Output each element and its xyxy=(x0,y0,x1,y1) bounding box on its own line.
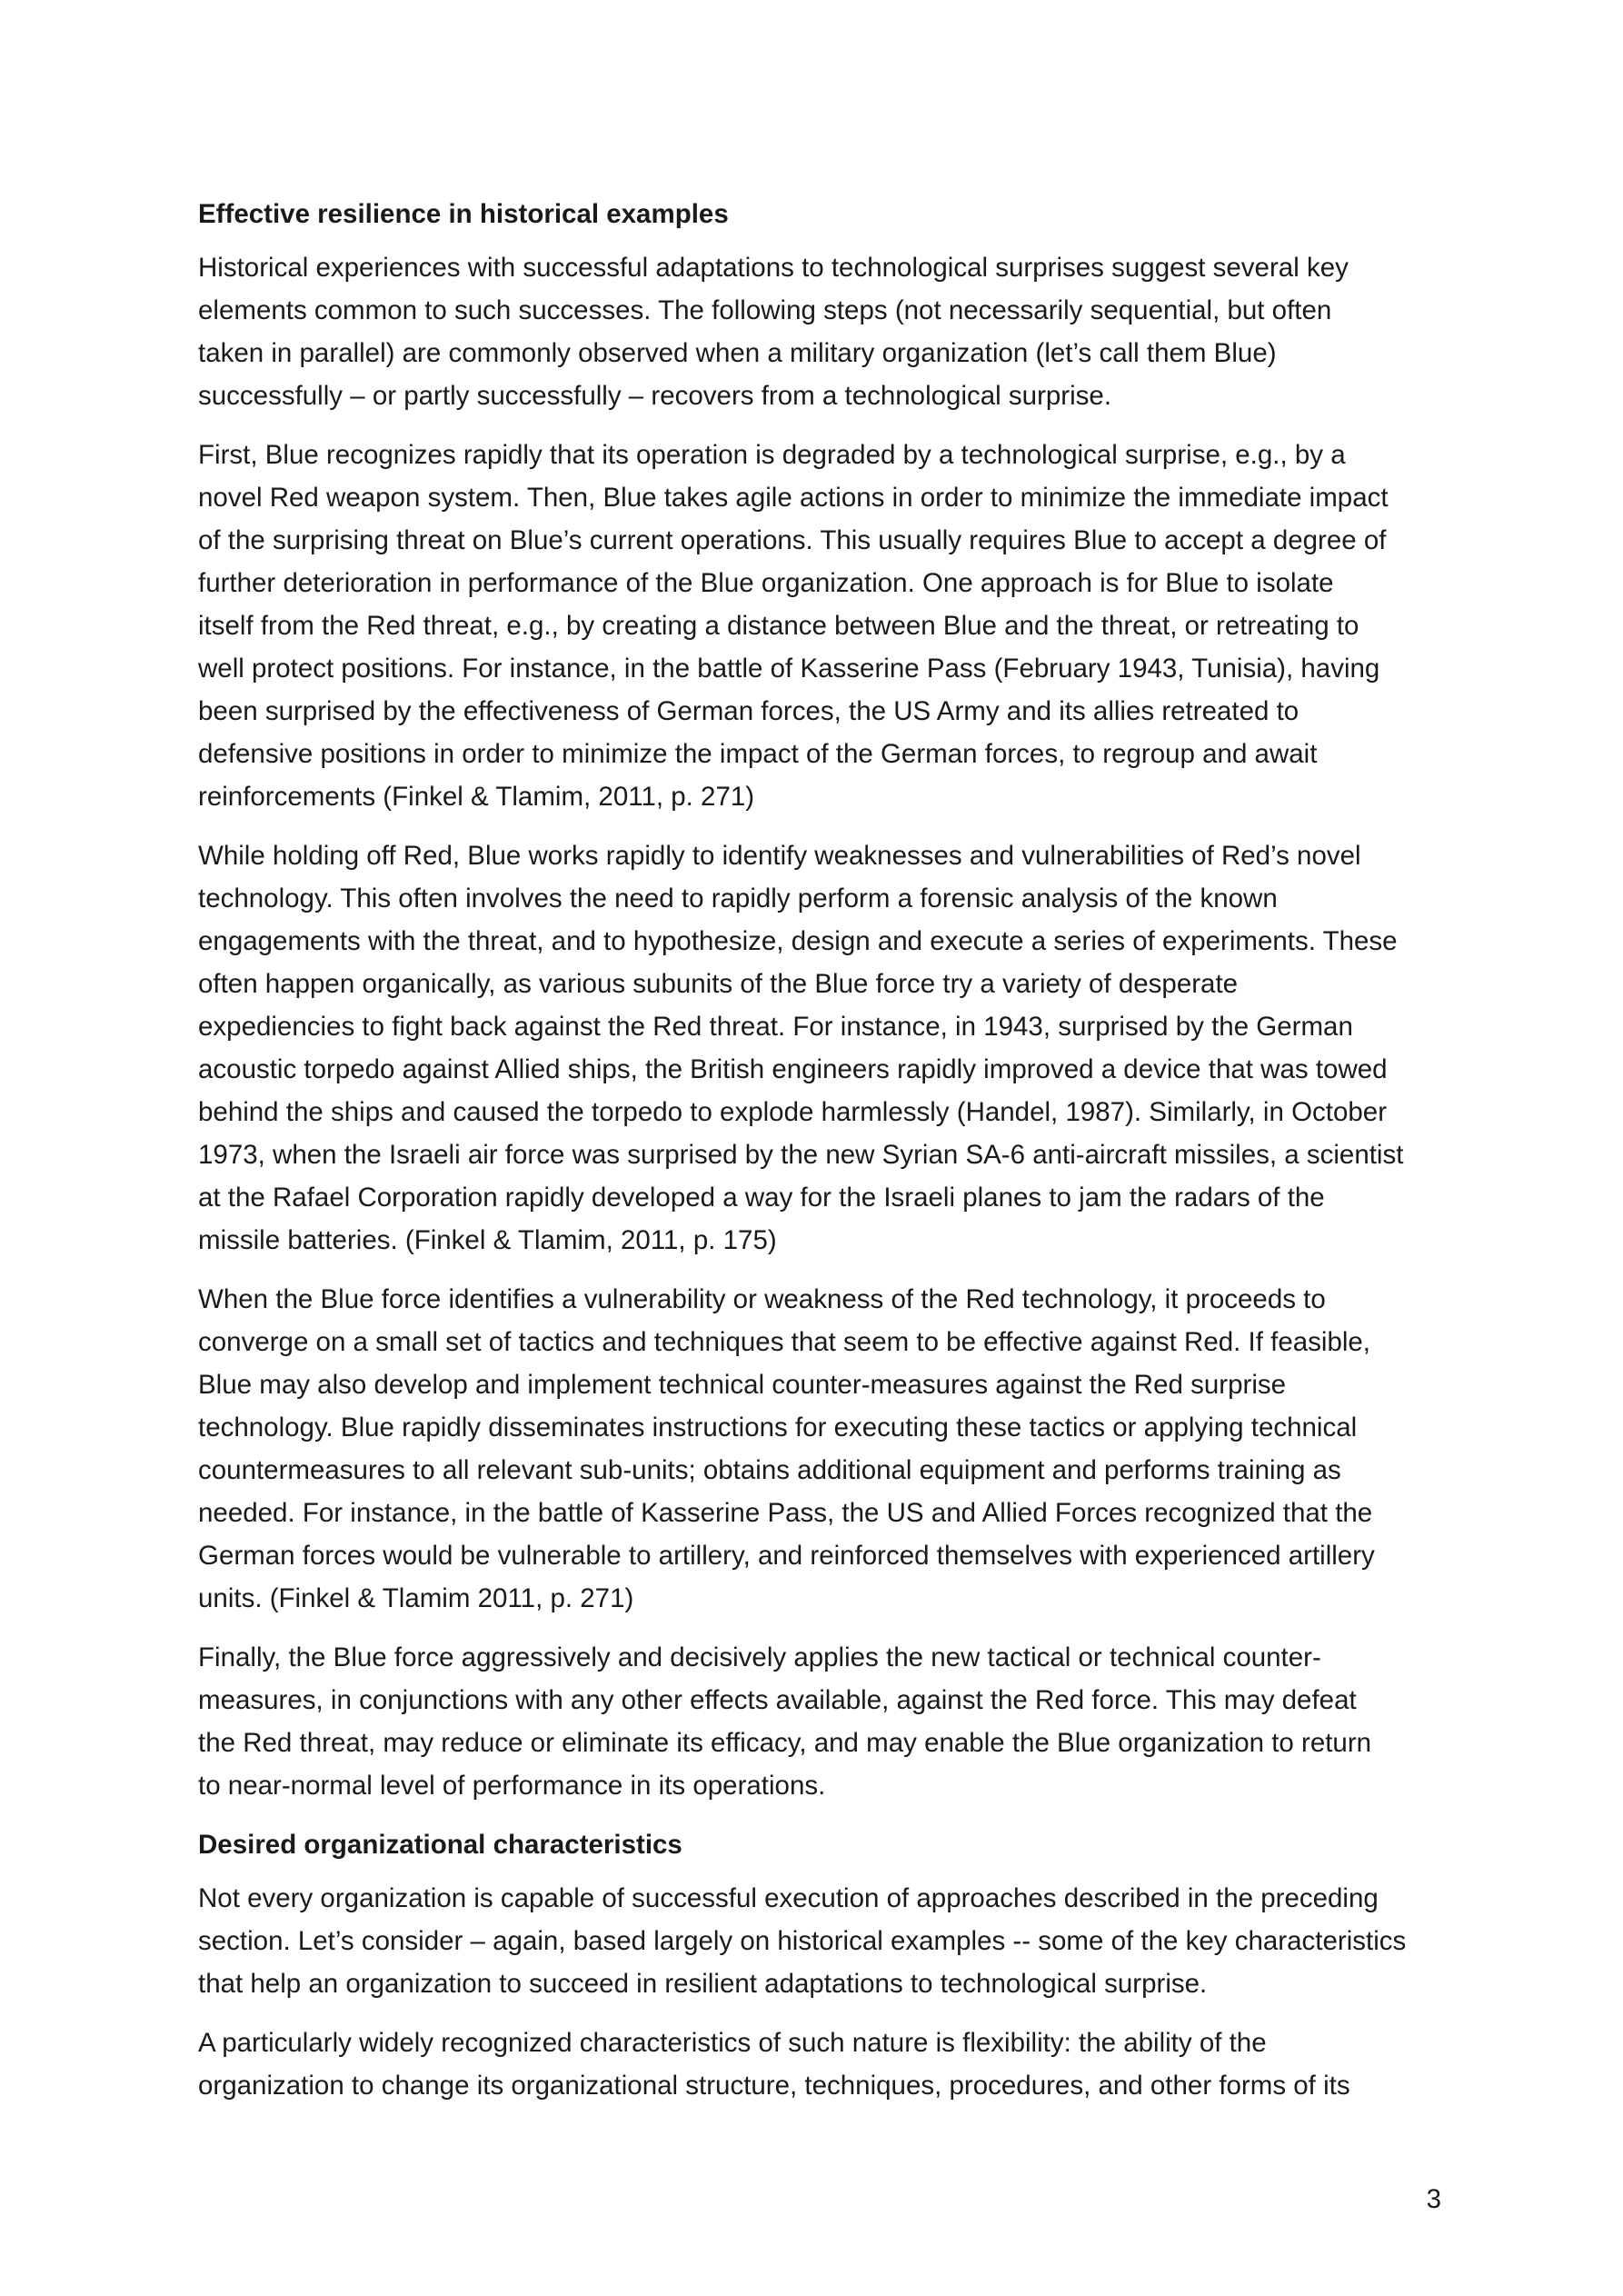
text-line: Historical experiences with successful adaptations to technological surprises suggest several key xyxy=(198,253,1349,283)
text-line: successfully – or partly successfully – recovers from a technological surprise. xyxy=(198,381,1112,411)
page-number: 3 xyxy=(1426,2184,1441,2214)
text-line: defensive positions in order to minimize the impact of the German forces, to regroup and await xyxy=(198,739,1318,769)
text-line: further deterioration in performance of the Blue organization. One approach is for Blue to isolate xyxy=(198,568,1334,598)
text-line: behind the ships and caused the torpedo to explode harmlessly (Handel, 1987). Similarly, in October xyxy=(198,1097,1388,1127)
paragraph xyxy=(198,434,1445,818)
text-line: expediencies to fight back against the Red threat. For instance, in 1943, surprised by the German xyxy=(198,1012,1353,1042)
text-line: well protect positions. For instance, in the battle of Kasserine Pass (February 1943, Tunisia), having xyxy=(198,654,1380,684)
text-line: organization to change its organizational structure, techniques, procedures, and other forms of its xyxy=(198,2071,1350,2101)
paragraph xyxy=(198,1877,1445,2005)
text-line: needed. For instance, in the battle of Kasserine Pass, the US and Allied Forces recognized that the xyxy=(198,1498,1373,1528)
text-line: elements common to such successes. The following steps (not necessarily sequential, but often xyxy=(198,295,1332,325)
text-line: been surprised by the effectiveness of German forces, the US Army and its allies retreated to xyxy=(198,696,1299,726)
text-line: Finally, the Blue force aggressively and decisively applies the new tactical or technical counter- xyxy=(198,1642,1321,1672)
text-line: novel Red weapon system. Then, Blue takes agile actions in order to minimize the immediate impact xyxy=(198,483,1389,513)
text-line: itself from the Red threat, e.g., by creating a distance between Blue and the threat, or retreating to xyxy=(198,611,1359,641)
text-line: units. (Finkel & Tlamim 2011, p. 271) xyxy=(198,1583,634,1613)
text-line: of the surprising threat on Blue’s current operations. This usually requires Blue to accept a degree of xyxy=(198,525,1387,555)
document-body xyxy=(198,193,1445,2123)
text-line: countermeasures to all relevant sub-units; obtains additional equipment and performs training as xyxy=(198,1455,1341,1485)
text-line: acoustic torpedo against Allied ships, the British engineers rapidly improved a device that was towed xyxy=(198,1054,1388,1084)
section-heading: Effective resilience in historical examples xyxy=(198,199,729,229)
section-heading: Desired organizational characteristics xyxy=(198,1830,682,1860)
text-line: often happen organically, as various subunits of the Blue force try a variety of desperate xyxy=(198,969,1239,999)
text-line: technology. Blue rapidly disseminates instructions for executing these tactics or applying technical xyxy=(198,1413,1358,1442)
text-line: German forces would be vulnerable to artillery, and reinforced themselves with experienced artillery xyxy=(198,1541,1375,1571)
text-line: First, Blue recognizes rapidly that its operation is degraded by a technological surprise, e.g., by a xyxy=(198,440,1346,470)
text-line: 1973, when the Israeli air force was surprised by the new Syrian SA-6 anti-aircraft missiles, a scientist xyxy=(198,1140,1404,1170)
text-line: While holding off Red, Blue works rapidly to identify weaknesses and vulnerabilities of Red’s novel xyxy=(198,841,1361,871)
text-line: engagements with the threat, and to hypothesize, design and execute a series of experiments. These xyxy=(198,926,1398,956)
text-line: to near-normal level of performance in its operations. xyxy=(198,1771,826,1801)
text-line: taken in parallel) are commonly observed when a military organization (let’s call them Blue) xyxy=(198,338,1277,368)
text-line: When the Blue force identifies a vulnerability or weakness of the Red technology, it proceeds to xyxy=(198,1284,1326,1314)
text-line: technology. This often involves the need to rapidly perform a forensic analysis of the known xyxy=(198,883,1278,913)
paragraph xyxy=(198,246,1445,417)
text-line: that help an organization to succeed in resilient adaptations to technological surprise. xyxy=(198,1969,1208,1999)
text-line: reinforcements (Finkel & Tlamim, 2011, p. 271) xyxy=(198,782,755,812)
paragraph xyxy=(198,834,1445,1262)
text-line: Blue may also develop and implement technical counter-measures against the Red surprise xyxy=(198,1370,1287,1400)
text-line: A particularly widely recognized characteristics of such nature is flexibility: the ability of the xyxy=(198,2028,1267,2058)
text-line: converge on a small set of tactics and techniques that seem to be effective against Red. If feasible, xyxy=(198,1327,1371,1357)
text-line: the Red threat, may reduce or eliminate its efficacy, and may enable the Blue organization to return xyxy=(198,1728,1372,1758)
text-line: section. Let’s consider – again, based largely on historical examples -- some of the key characteristics xyxy=(198,1926,1407,1956)
paragraph xyxy=(198,1278,1445,1620)
paragraph xyxy=(198,2021,1445,2107)
text-line: Not every organization is capable of successful execution of approaches described in the preceding xyxy=(198,1883,1379,1913)
paragraph xyxy=(198,1636,1445,1807)
text-line: at the Rafael Corporation rapidly developed a way for the Israeli planes to jam the radars of the xyxy=(198,1183,1325,1213)
text-line: measures, in conjunctions with any other effects available, against the Red force. This may defeat xyxy=(198,1685,1357,1715)
text-line: missile batteries. (Finkel & Tlamim, 2011, p. 175) xyxy=(198,1225,777,1255)
